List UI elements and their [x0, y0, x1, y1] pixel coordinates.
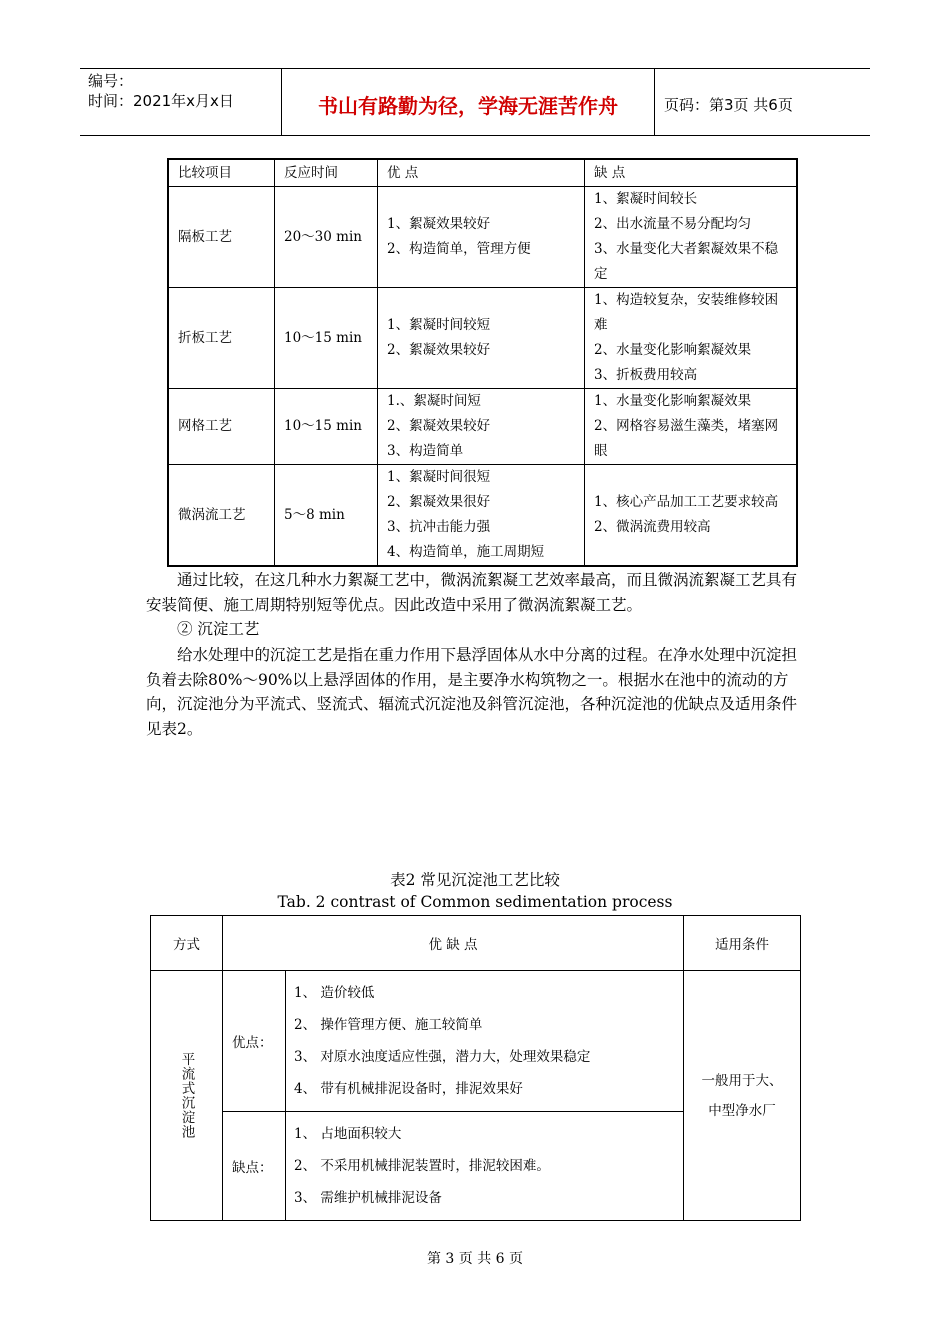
cons-cell: [585, 187, 798, 288]
table-row: [168, 389, 797, 465]
table-header-cell: 缺 点: [585, 159, 798, 187]
pro-item: 4、构造简单，施工周期短: [387, 544, 545, 560]
table-header-cell: 优 点: [378, 159, 585, 187]
reaction-time: 20～30 min: [275, 187, 378, 288]
method-cell: [151, 971, 223, 1221]
page-footer: 第 3 页 共 6 页: [426, 1251, 524, 1267]
reaction-time: 10～15 min: [275, 288, 378, 389]
pro-item: 2、絮凝效果较好: [387, 418, 491, 434]
table-header-cell: 反应时间: [275, 159, 378, 187]
con-item: 2、出水流量不易分配均匀: [594, 216, 752, 232]
con-item: 3、折板费用较高: [594, 367, 698, 383]
flocculation-comparison-table: [167, 158, 798, 567]
pro-item: 2、 操作管理方便、施工较简单: [294, 1017, 483, 1033]
reaction-time: 10～15 min: [275, 389, 378, 465]
pro-item: 3、抗冲击能力强: [387, 519, 491, 535]
con-item: 1、水量变化影响絮凝效果: [594, 393, 752, 409]
process-name: 隔板工艺: [168, 187, 275, 288]
cons-list: [286, 1112, 684, 1221]
con-item: 2、水量变化影响絮凝效果: [594, 342, 752, 358]
con-item: 1、絮凝时间较长: [594, 191, 698, 207]
pro-item: 1、 造价较低: [294, 985, 375, 1001]
header-page-label: 页码：第3页 共6页: [664, 96, 793, 114]
cons-cell: [585, 288, 798, 389]
process-name: 网格工艺: [168, 389, 275, 465]
table-row: [168, 465, 797, 567]
pro-item: 1、絮凝效果较好: [387, 216, 491, 232]
pros-list: [286, 971, 684, 1112]
pro-item: 4、 带有机械排泥设备时，排泥效果好: [294, 1081, 523, 1097]
sedimentation-comparison-table: [150, 915, 801, 1221]
condition-cell: [684, 971, 801, 1221]
table-row: [168, 288, 797, 389]
header-divider-left: [281, 68, 282, 136]
con-item: 1、 占地面积较大: [294, 1126, 402, 1142]
table-header-row: [168, 159, 797, 187]
table-row: [151, 971, 801, 1112]
table-header-cell: 适用条件: [684, 916, 801, 971]
pro-item: 3、构造简单: [387, 443, 464, 459]
con-item: 3、水量变化大者絮凝效果不稳定: [594, 241, 779, 282]
table-header-cell: 比较项目: [168, 159, 275, 187]
cons-label: 缺点：: [223, 1112, 286, 1221]
paragraph-sedimentation: 给水处理中的沉淀工艺是指在重力作用下悬浮固体从水中分离的过程。在净水处理中沉淀担负着去除80%～90%以上悬浮固体的作用，是主要净水构筑物之一。根据水在池中的流动的方向，沉淀池分为平流式、竖流式、辐流式沉淀池及斜管沉淀池，各种沉淀池的优缺点及适用条件见表2。: [146, 646, 798, 738]
header-top-rule: [80, 68, 870, 69]
method-name: 平流式沉淀池: [178, 1052, 195, 1139]
pros-cell: [378, 465, 585, 567]
header-divider-right: [654, 68, 655, 136]
con-item: 2、 不采用机械排泥装置时，排泥较困难。: [294, 1158, 550, 1174]
pro-item: 1.、絮凝时间短: [387, 393, 481, 409]
pro-item: 1、絮凝时间较短: [387, 317, 491, 333]
table-header-cell: 方式: [151, 916, 223, 971]
process-name: 微涡流工艺: [168, 465, 275, 567]
cons-cell: [585, 465, 798, 567]
pros-cell: [378, 389, 585, 465]
header-bottom-rule: [80, 135, 870, 136]
pro-item: 2、絮凝效果很好: [387, 494, 491, 510]
condition-line: 中型净水厂: [708, 1102, 776, 1119]
paragraph-conclusion: 通过比较，在这几种水力絮凝工艺中，微涡流絮凝工艺效率最高，而且微涡流絮凝工艺具有安装简便、施工周期特别短等优点。因此改造中采用了微涡流絮凝工艺。: [146, 571, 798, 614]
section-subheading: ② 沉淀工艺: [177, 620, 260, 638]
table-row: [168, 187, 797, 288]
table-header-cell: 优 缺 点: [223, 916, 684, 971]
table2-caption-cn: 表2 常见沉淀池工艺比较: [390, 871, 560, 889]
con-item: 2、微涡流费用较高: [594, 519, 711, 535]
con-item: 1、核心产品加工工艺要求较高: [594, 494, 779, 510]
condition-line: 一般用于大、: [701, 1072, 783, 1089]
cons-cell: [585, 389, 798, 465]
pros-cell: [378, 288, 585, 389]
pro-item: 3、 对原水浊度适应性强，潜力大，处理效果稳定: [294, 1049, 591, 1065]
pro-item: 2、构造简单，管理方便: [387, 241, 531, 257]
reaction-time: 5～8 min: [275, 465, 378, 567]
con-item: 3、 需维护机械排泥设备: [294, 1190, 442, 1206]
con-item: 1、构造较复杂，安装维修较困难: [594, 292, 779, 333]
table2-caption-en: Tab. 2 contrast of Common sedimentation process: [277, 893, 673, 911]
pros-label: 优点：: [223, 971, 286, 1112]
header-time-label: 时间：2021年x月x日: [88, 92, 234, 110]
header-motto: 书山有路勤为径，学海无涯苦作舟: [318, 94, 618, 118]
pros-cell: [378, 187, 585, 288]
pro-item: 2、絮凝效果较好: [387, 342, 491, 358]
process-name: 折板工艺: [168, 288, 275, 389]
con-item: 2、网格容易滋生藻类，堵塞网眼: [594, 418, 779, 459]
table-header-row: [151, 916, 801, 971]
header-number-label: 编号：: [88, 72, 134, 90]
pro-item: 1、絮凝时间很短: [387, 469, 491, 485]
